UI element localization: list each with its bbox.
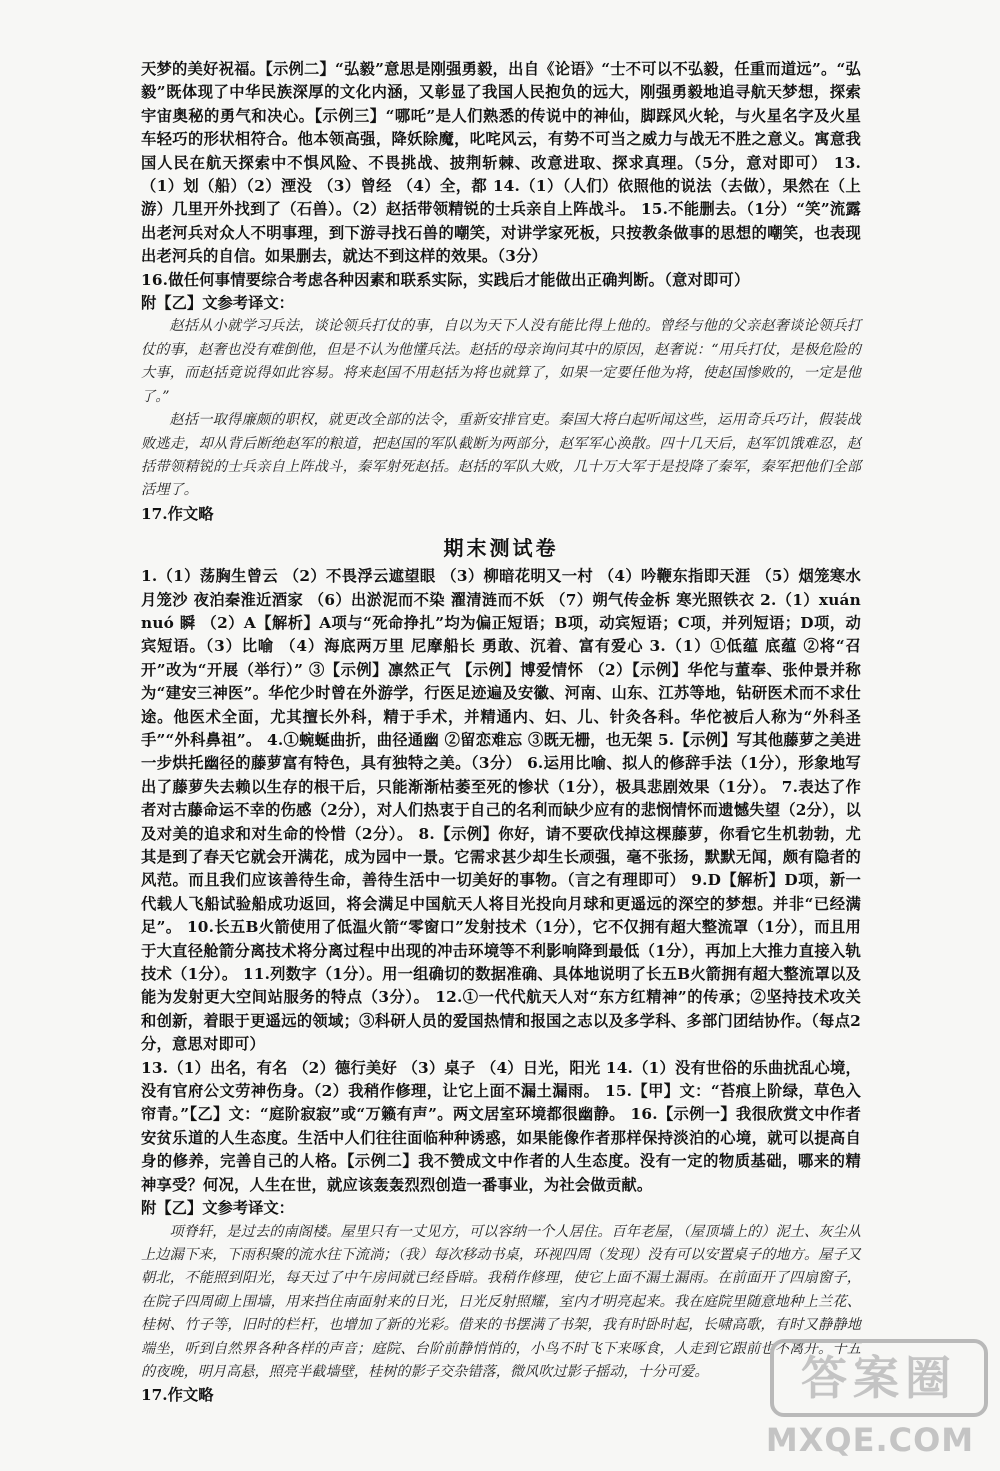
translation-paragraph: 赵括一取得廉颇的职权，就更改全部的法令，重新安排官吏。秦国大将白起听闻这些，运用奇兵巧计，假装战败逃走，却从背后断绝赵军的粮道，把赵国的军队截断为两部分，赵军军心涣散。四十几天后，赵军饥饿难忍，赵括带领精锐的士兵亲自上阵战斗，秦军射死赵括。赵括的军队大败，几十万大军于是投降了秦军，秦军把他们全部活埋了。 [141,412,861,499]
exam-title: 期末测试卷 [443,536,559,561]
translation-paragraph: 项脊轩，是过去的南阁楼。屋里只有一丈见方，可以容纳一个人居住。百年老屋，（屋顶墙上的）泥土、灰尘从上边漏下来，下雨积聚的流水往下流淌；（我）每次移动书桌，环视四周（发现）没有可以安置桌子的地方。屋子又朝北，不能照到阳光，每天过了中午房间就已经昏暗。我稍作修理，使它上面不漏土漏雨。在前面开了四扇窗子，在院子四周砌上围墙，用来挡住南面射来的日光，日光反射照耀，室内才明亮起来。我在庭院里随意地种上兰花、桂树、竹子等，旧时的栏杆，也增加了新的光彩。借来的书摆满了书架，我有时卧时起，长啸高歌，有时又静静地端坐，听到自然界各种各样的声音；庭院、台阶前静悄悄的，小鸟不时飞下来啄食，人走到它跟前也不离开。十五的夜晚，明月高悬，照亮半截墙壁，桂树的影子交杂错落，微风吹过影子摇动，十分可爱。 [141,1223,861,1380]
watermark-url: MXQE.COM [765,1421,975,1459]
answer-paragraph: 1.（1）荡胸生曾云 （2）不畏浮云遮望眼 （3）柳暗花明又一村 （4）吟鞭东指即天涯 （5）烟笼寒水月笼沙 夜泊秦淮近酒家 （6）出淤泥而不染 濯清涟而不妖 （7）朔气传金柝 寒光照铁衣 2.（1）xuán nuó 瞬 （2）A【解析】A项与“死命挣扎”均为偏正短语；B项，动宾短语；C项，并列短语；D项，动宾短语。（3）比喻 （4）海底两万里 尼摩船长 勇敢、沉着、富有爱心 3.（1）①低蕴 底蕴 ②将“召开”改为“开展（举行）” ③【示例】凛然正气 【示例】博爱情怀 （2）【示例】华佗与董奉、张仲景并称为“建安三神医”。华佗少时曾在外游学，行医足迹遍及安徽、河南、山东、江苏等地，钻研医术而不求仕途。他医术全面，尤其擅长外科，精于手术，并精通内、妇、儿、针灸各科。华佗被后人称为“外科圣手”“外科鼻祖”。 4.①蜿蜒曲折，曲径通幽 ②留恋难忘 ③既无栅，也无架 5.【示例】写其他藤萝之美进一步烘托幽径的藤萝富有特色，具有独特之美。（3分） 6.运用比喻、拟人的修辞手法（1分），形象地写出了藤萝失去赖以生存的根干后，只能渐渐枯萎至死的惨状（1分），极具悲剧效果（1分）。 7.表达了作者对古藤命运不幸的伤感（2分），对人们热衷于自己的名利而缺少应有的悲悯情怀而遗憾失望（2分），以及对美的追求和对生命的怜惜（2分）。 8.【示例】你好，请不要砍伐掉这棵藤萝，你看它生机勃勃，尤其是到了春天它就会开满花，成为园中一景。它需求甚少却生长顽强，毫不张扬，默默无闻，颇有隐者的风范。而且我们应该善待生命，善待生活中一切美好的事物。（言之有理即可） 9.D【解析】D项，新一代载人飞船试验船成功返回，将会满足中国航天人将目光投向月球和更遥远的深空的梦想。并非“已经满足”。 10.长五B火箭使用了低温火箭“零窗口”发射技术（1分），它不仅拥有超大整流罩（1分），而且用于大直径舱箭分离技术将分离过程中出现的冲击环境等不利影响降到最低（1分），再加上大推力直接入轨技术（1分）。 11.列数字（1分）。用一组确切的数据准确、具体地说明了长五B火箭拥有超大整流罩以及能为发射更大空间站服务的特点（3分）。 12.①一代代航天人对“东方红精神”的传承；②坚持技术攻关和创新，着眼于更遥远的领域；③科研人员的爱国热情和报国之志以及多学科、多部门团结协作。（每点2分，意思对即可） [141,567,861,1054]
site-watermark [750,1335,990,1465]
essay-note: 17.作文略 [141,504,214,523]
watermark-logo-text: 答案圈 [770,1339,988,1417]
answer-paragraph: 16.做任何事情要综合考虑各种因素和联系实际，实践后才能做出正确判断。（意对即可） [141,270,750,289]
answer-paragraph: 天梦的美好祝福。【示例二】“弘毅”意思是刚强勇毅，出自《论语》“士不可以不弘毅，任重而道远”。“弘毅”既体现了中华民族深厚的文化内涵，又彰显了我国人民抱负的远大，刚强勇毅地追寻航天梦想，探索宇宙奥秘的勇气和决心。【示例三】“哪吒”是人们熟悉的传说中的神仙，脚踩风火轮，与火星名字及火星车轻巧的形状相符合。他本领高强，降妖除魔，叱咤风云，有势不可当之威力与战无不胜之意义。寓意我国人民在航天探索中不惧风险、不畏挑战、披荆斩棘、改意进取、探求真理。（5分，意对即可） 13.（1）划（船）（2）湮没 （3）曾经 （4）全，都 14.（1）（人们）依照他的说法（去做），果然在（上游）几里开外找到了（石兽）。（2）赵括带领精锐的士兵亲自上阵战斗。 15.不能删去。（1分）“笑”流露出老河兵对众人不明事理，到下游寻找石兽的嘲笑，对讲学家死板，只按教条做事的思想的嘲笑，也表现出老河兵的自信。如果删去，就达不到这样的效果。（3分） [141,60,861,266]
answer-page [141,58,861,1408]
answer-paragraph: 13.（1）出名，有名 （2）德行美好 （3）桌子 （4）日光，阳光 14.（1）没有世俗的乐曲扰乱心境，没有官府公文劳神伤身。（2）我稍作修理，让它上面不漏土漏雨。 15.【甲】文：“苔痕上阶绿，草色入帘青。”【乙】文：“庭阶寂寂”或“万籁有声”。两文居室环境都很幽静。 16.【示例一】我很欣赏文中作者安贫乐道的人生态度。生活中人们往往面临种种诱惑，如果能像作者那样保持淡泊的心境，就可以提高自身的修养，完善自己的人格。【示例二】我不赞成文中作者的人生态度。没有一定的物质基础，哪来的精神享受？何况，人生在世，就应该轰轰烈烈创造一番事业，为社会做贡献。 [141,1058,861,1194]
essay-note: 17.作文略 [141,1386,214,1405]
translation-heading: 附【乙】文参考译文： [141,1199,294,1218]
translation-heading: 附【乙】文参考译文： [141,294,294,313]
translation-paragraph: 赵括从小就学习兵法，谈论领兵打仗的事，自以为天下人没有能比得上他的。曾经与他的父亲赵奢谈论领兵打仗的事，赵奢也没有难倒他，但是不认为他懂兵法。赵括的母亲询问其中的原因，赵奢说：“用兵打仗，是极危险的大事，而赵括竟说得如此容易。将来赵国不用赵括为将也就算了，如果一定要任他为将，使赵国惨败的，一定是他了。” [141,318,861,405]
